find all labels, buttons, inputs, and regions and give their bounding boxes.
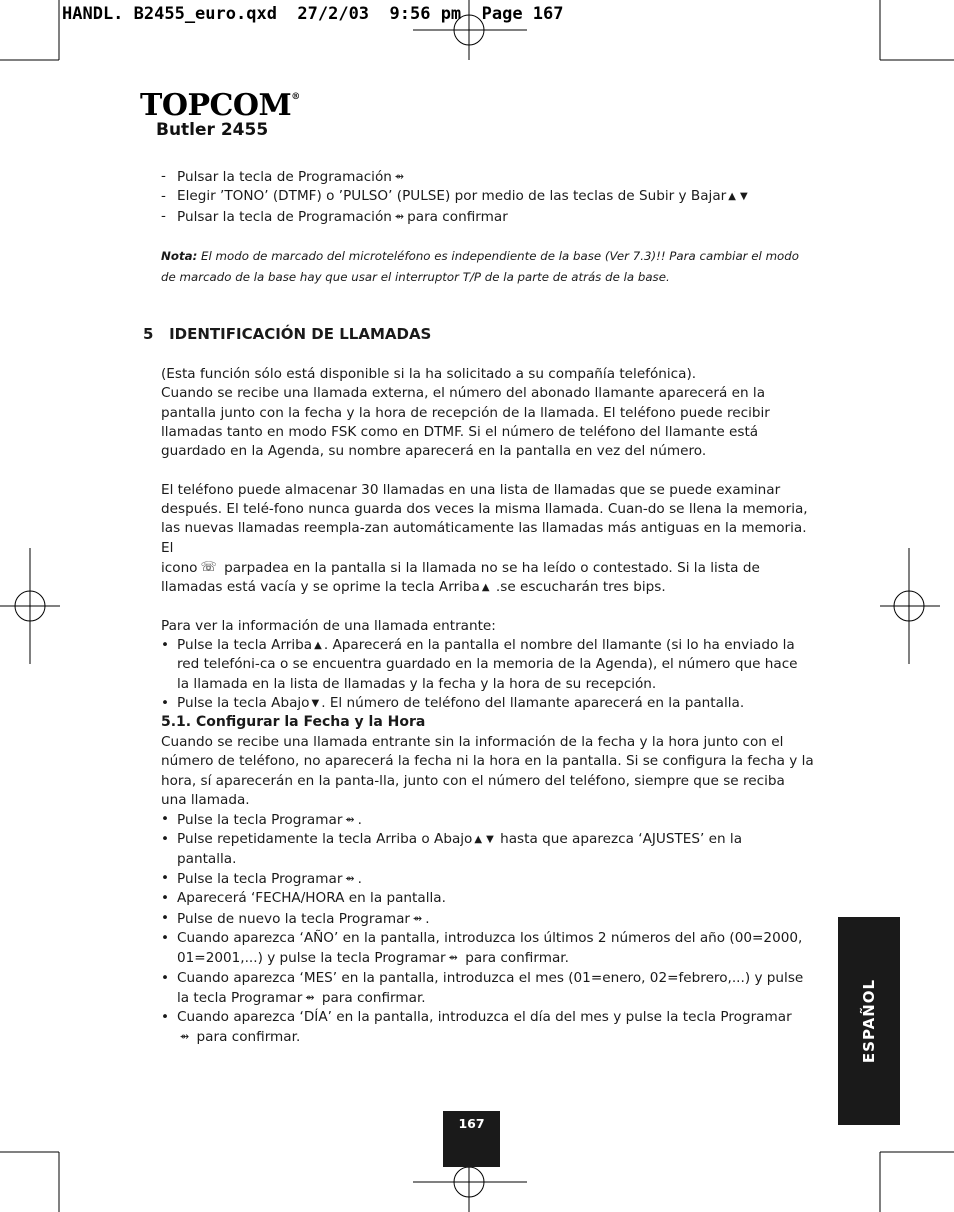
note-label: Nota: (161, 249, 198, 263)
program-key-icon: ⇴ (345, 813, 355, 827)
list-item: • Cuando aparezca ‘DÍA’ en la pantalla, introduzca el día del mes y pulse la tecla Programar ⇴ para confirmar. (161, 1008, 821, 1048)
language-tab-label: ESPAÑOL (860, 978, 878, 1064)
intro-step: - Pulsar la tecla de Programación ⇴ (161, 167, 841, 187)
program-key-icon: ⇴ (180, 1030, 190, 1044)
logo-text: TOPCOM (140, 88, 292, 123)
model-name: Butler 2455 (156, 120, 269, 140)
intro-step: - Pulsar la tecla de Programación ⇴ para confirmar (161, 207, 841, 227)
list-item: • Pulse la tecla Programar ⇴ . (161, 810, 821, 830)
missed-call-icon: ☏ (200, 559, 217, 575)
print-slug-header: HANDL. B2455_euro.qxd 27/2/03 9:56 pm Page 167 (62, 4, 564, 24)
page-number-box (443, 1111, 500, 1167)
language-tab (838, 917, 900, 1125)
program-key-icon: ⇴ (305, 990, 315, 1004)
program-key-icon: ⇴ (394, 170, 405, 183)
program-key-icon: ⇴ (345, 872, 355, 886)
down-arrow-icon: ▼ (486, 834, 494, 846)
up-arrow-icon: ▲ (474, 834, 483, 846)
program-key-icon: ⇴ (394, 209, 405, 223)
list-item: • Aparecerá ‘FECHA/HORA en la pantalla. (161, 889, 821, 908)
list-item: • Pulse de nuevo la tecla Programar ⇴ . (161, 909, 821, 929)
section-5-body: (Esta función sólo está disponible si la ha solicitado a su compañía telefónica). Cuando se recibe una llamada externa, el número del abonado llamante aparecerá en la pantalla junto con la fecha y la hora de recepción de la llamada. El teléfono puede recibir llamadas tanto en modo FSK como en DTMF. Si el número de teléfono del llamante está guardado en la Agenda, su nombre aparecerá en la pantalla en vez del número. El teléfono puede almacenar 30 llamadas en una lista de llamadas que se puede examinar después. El telé-fono nunca guarda dos veces la misma llamada. Cuan-do se llena la memoria, las nuevas llamadas reempla-zan automáticamente las llamadas más antiguas en la memoria. El icono ☏ parpadea en la pantalla si la llamada no se ha leído o contestado. Si la lista de llamadas está vacía y se oprime la tecla Arriba ▲ .se escucharán tres bips. Para ver la información de una llamada entrante: • Pulse la tecla Arriba ▲ . Aparecerá en la pantalla el nombre del llamante (si lo ha enviado la red telefóni-ca o se encuentra guardado en la memoria de la Agenda), el número que hace la llamada en la lista de llamadas y la fecha y la hora de su recepción. • Pulse la tecla Abajo ▼ . El número de teléfono del llamante aparecerá en la pantalla. (161, 365, 821, 713)
intro-steps (161, 167, 841, 227)
down-arrow-icon: ▼ (739, 191, 748, 203)
program-key-icon: ⇴ (448, 951, 458, 965)
list-item: • Cuando aparezca ‘AÑO’ en la pantalla, introduzca los últimos 2 números del año (00=2000, 01=2001,...) y pulse la tecla Programar ⇴ para confirmar. (161, 929, 821, 969)
up-arrow-icon: ▲ (314, 640, 322, 652)
list-item: • Pulse repetidamente la tecla Arriba o Abajo ▲ ▼ hasta que aparezca ‘AJUSTES’ en la pantalla. (161, 830, 821, 869)
note: Nota: El modo de marcado del microteléfono es independiente de la base (Ver 7.3)!! Para cambiar el modo de marcado de la base hay que usar el interruptor T/P de la parte de atrás de la base. (161, 249, 799, 284)
program-key-icon: ⇴ (413, 911, 423, 925)
up-arrow-icon: ▲ (481, 582, 490, 594)
list-item: • Cuando aparezca ‘MES’ en la pantalla, introduzca el mes (01=enero, 02=febrero,...) y pulse la tecla Programar ⇴ para confirmar. (161, 969, 821, 1009)
up-arrow-icon: ▲ (728, 191, 736, 203)
page-number: 167 (458, 1116, 485, 1131)
section-5-1-heading: 5.1. Configurar la Fecha y la Hora (161, 714, 426, 730)
section-5-heading: 5 IDENTIFICACIÓN DE LLAMADAS (143, 325, 432, 343)
registered-mark: ® (291, 92, 300, 102)
down-arrow-icon: ▼ (311, 698, 320, 710)
section-5-1-body: Cuando se recibe una llamada entrante sin la información de la fecha y la hora junto con el número de teléfono, no aparecerá la fecha ni la hora en la pantalla. Si se configura la fecha y la hora, sí aparecerán en la panta-lla, junto con el número del teléfono, siempre que se reciba una llamada. • Pulse la tecla Programar ⇴ . • Pulse repetidamente la tecla Arriba o Abajo ▲ ▼ hasta que aparezca ‘AJUSTES’ en la pantalla. • Pulse la tecla Programar ⇴ . • Aparecerá ‘FECHA/HORA en la pantalla. • Pulse de nuevo la tecla Programar ⇴ . • Cuando aparezca ‘AÑO’ en la pantalla, introduzca los últimos 2 números del año (00=2000, 01=2001,...) y pulse la tecla Programar ⇴ para confirmar. • Cuando aparezca ‘MES’ en la pantalla, introduzca el mes (01=enero, 02=febrero,...) y pulse la tecla Programar ⇴ para confirmar. • Cuando aparezca ‘DÍA’ en la pantalla, introduzca el día del mes y pulse la tecla Programar ⇴ para confirmar. (161, 733, 821, 1048)
list-item: • Pulse la tecla Abajo ▼ . El número de teléfono del llamante aparecerá en la pantalla. (161, 694, 821, 713)
list-item: • Pulse la tecla Arriba ▲ . Aparecerá en la pantalla el nombre del llamante (si lo ha enviado la red telefóni-ca o se encuentra guardado en la memoria de la Agenda), el número que hace la llamada en la lista de llamadas y la fecha y la hora de su recepción. (161, 636, 821, 694)
intro-step: - Elegir ’TONO’ (DTMF) o ’PULSO’ (PULSE) por medio de las teclas de Subir y Bajar ▲ ▼ (161, 187, 841, 206)
list-item: • Pulse la tecla Programar ⇴ . (161, 869, 821, 889)
topcom-logo (140, 88, 300, 123)
